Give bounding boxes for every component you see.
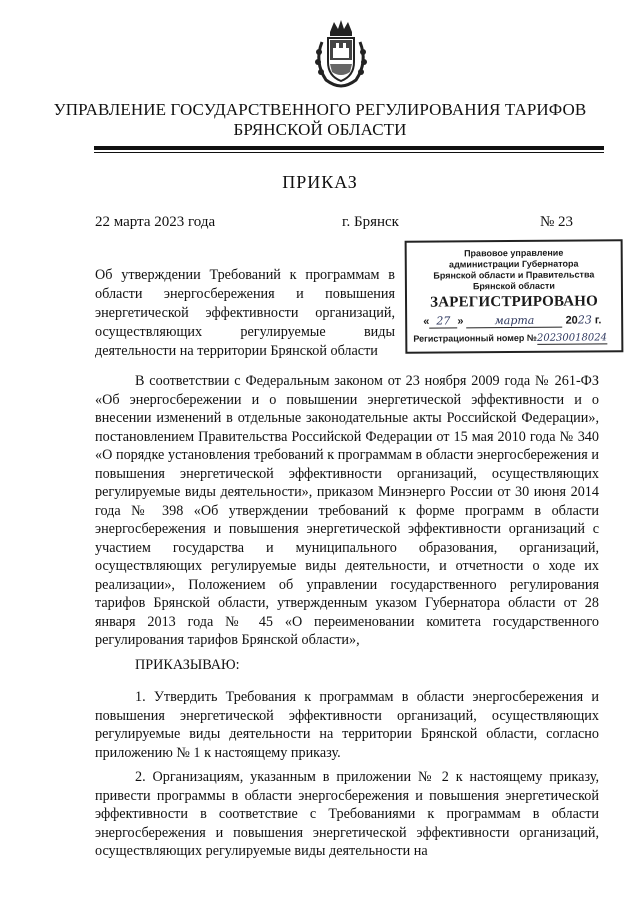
coat-of-arms-icon bbox=[310, 18, 372, 88]
stamp-line-3: Брянской области и Правительства bbox=[433, 269, 595, 281]
stamp-month: марта bbox=[466, 314, 562, 329]
header-divider-thick bbox=[94, 146, 604, 150]
stamp-reg-number: 20230018024 bbox=[536, 332, 607, 344]
stamp-reg-label: Регистрационный номер № bbox=[413, 332, 537, 344]
org-line-2: БРЯНСКОЙ ОБЛАСТИ bbox=[233, 120, 407, 139]
stamp-year-prefix: 20 bbox=[565, 314, 578, 327]
header-divider-thin bbox=[94, 152, 604, 153]
registration-stamp bbox=[405, 239, 624, 354]
stamp-day: 27 bbox=[429, 314, 457, 328]
stamp-status: ЗАРЕГИСТРИРОВАНО bbox=[430, 293, 599, 311]
document-type: ПРИКАЗ bbox=[282, 172, 358, 192]
stamp-reg-line bbox=[407, 332, 621, 345]
stamp-line-1: Правовое управление bbox=[464, 247, 564, 259]
document-subject bbox=[95, 266, 395, 361]
organization-name bbox=[0, 100, 640, 140]
order-word: ПРИКАЗЫВАЮ: bbox=[135, 656, 240, 673]
stamp-line-4: Брянской области bbox=[472, 280, 555, 292]
document-date: 22 марта 2023 года bbox=[95, 214, 216, 230]
stamp-line-2: администрации Губернатора bbox=[449, 258, 579, 270]
document-number: № 23 bbox=[540, 214, 574, 230]
stamp-date-line: « 27 » марта 2023 г. bbox=[423, 313, 602, 328]
item-paragraph-1: 1. Утвердить Требования к программам в области энергосбережения и повышения энергетической эффективности организаций, осуществляющих регулируемые виды деятельности на территории Брянской области, согласно приложению № 1 к настоящему приказу. bbox=[95, 689, 599, 761]
subject-text: Об утверждении Требований к программам в области энергосбережения и повышения энергетической эффективности организаций, осуществляющих регулируемые виды деятельности на территории Брянской области bbox=[95, 267, 395, 359]
org-line-1: УПРАВЛЕНИЕ ГОСУДАРСТВЕННОГО РЕГУЛИРОВАНИЯ ТАРИФОВ bbox=[53, 100, 587, 119]
stamp-year-suffix: 23 bbox=[577, 313, 592, 327]
item-paragraph-2: 2. Организациям, указанным в приложении № 2 к настоящему приказу, привести программы в области энергосбережения и повышения энергетической эффективности в соответствие с Требованиями к программам в области энергосбережения и повышения энергетической эффективности организаций, осуществляющих регулируемые виды деятельности на bbox=[95, 769, 599, 859]
preamble-paragraph: В соответствии с Федеральным законом от 23 ноября 2009 года № 261-ФЗ «Об энергосбережении и о повышении энергетической эффективности и о внесении изменений в отдельные законодательные акты Российской Федерации», постановлением Правительства Российской Федерации от 15 мая 2010 года № 340 «О порядке установления требований к программам в области энергосбережения и повышения энергетической эффективности организаций, осуществляющих регулируемые виды деятельности», приказом Минэнерго России от 30 июня 2014 года № 398 «Об утверждении требований к форме программ в области энергосбережения и повышения энергетической эффективности организаций с участием государства и муниципального образования, организаций, осуществляющих регулируемые виды деятельности, и отчетности о ходе их реализации», Положением об управлении государственного регулирования тарифов Брянской области, утвержденным указом Губернатора области от 28 января 2013 года № 45 «О переименовании комитета государственного регулирования тарифов Брянской области», bbox=[95, 373, 599, 648]
document-body bbox=[95, 372, 599, 867]
document-city: г. Брянск bbox=[342, 214, 399, 230]
stamp-year-end: г. bbox=[594, 314, 602, 327]
